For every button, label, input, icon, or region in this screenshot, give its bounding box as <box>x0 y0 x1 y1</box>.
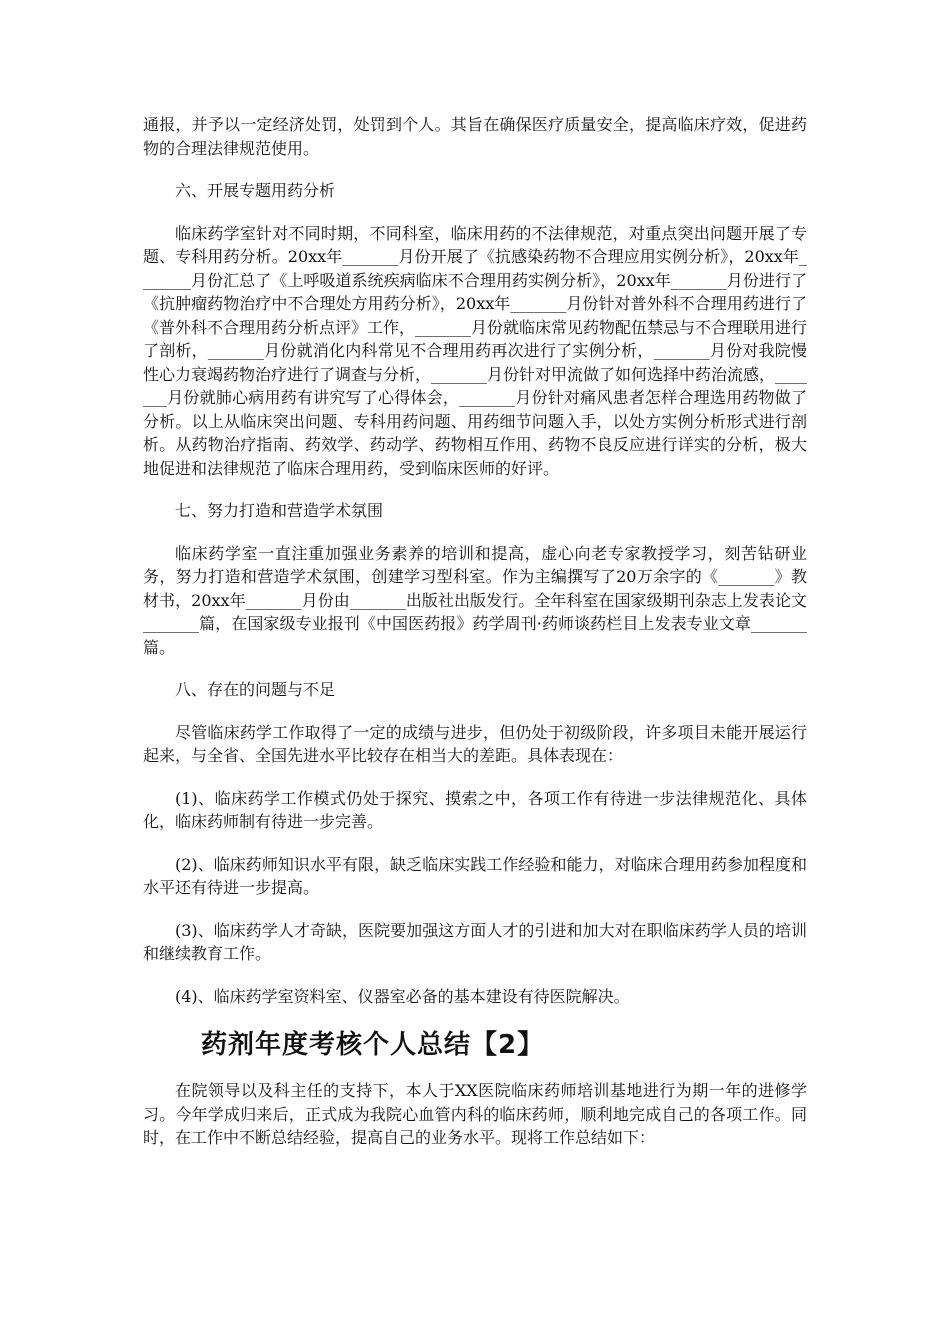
section-8-item-4: (4)、临床药学室资料室、仪器室必备的基本建设有待医院解决。 <box>175 986 630 1006</box>
section-8-intro: 尽管临床药学工作取得了一定的成绩与进步，但仍处于初级阶段，许多项目未能开展运行起来，与全省、全国先进水平比较存在相当大的差距。具体表现在： <box>143 722 807 765</box>
section-8-item-1: (1)、临床药学工作模式仍处于探究、摸索之中，各项工作有待进一步法律规范化、具体化，临床药师制有待进一步完善。 <box>143 788 807 831</box>
document-page <box>143 113 807 1150</box>
section-7-heading: 七、努力打造和营造学术氛围 <box>175 501 384 520</box>
intro-tail-paragraph: 通报，并予以一定经济处罚，处罚到个人。其旨在确保医疗质量安全，提高临床疗效，促进药物的合理法律规范使用。 <box>143 115 807 158</box>
section-6-heading: 六、开展专题用药分析 <box>175 181 336 200</box>
part-2-body: 在院领导以及科主任的支持下，本人于XX医院临床药师培训基地进行为期一年的进修学习。今年学成归来后，正式成为我院心血管内科的临床药师，顺利地完成自己的各项工作。同时，在工作中不断总结经验，提高自己的业务水平。现将工作总结如下： <box>143 1081 807 1147</box>
section-6-body: 临床药学室针对不同时期，不同科室，临床用药的不法律规范，对重点突出问题开展了专题、专科用药分析。20xx年_______月份开展了《抗感染药物不合理应用实例分析》，20xx年_______月份汇总了《上呼吸道系统疾病临床不合理用药实例分析》，20xx年_______月份进行了《抗肿瘤药物治疗中不合理处方用药分析》，20xx年_______月份针对普外科不合理用药进行了《普外科不合理用药分析点评》工作，_______月份就临床常见药物配伍禁忌与不合理联用进行了剖析，_______月份就消化内科常见不合理用药再次进行了实例分析，_______月份对我院慢性心力衰竭药物治疗进行了调查与分析，_______月份针对甲流做了如何选择中药治流感，_______月份就肺心病用药有讲究写了心得体会，_______月份针对痛风患者怎样合理选用药物做了分析。以上从临床突出问题、专科用药问题、用药细节问题入手，以处方实例分析形式进行剖析。从药物治疗指南、药效学、药动学、药物相互作用、药物不良反应进行详实的分析，极大地促进和法律规范了临床合理用药，受到临床医师的好评。 <box>143 223 808 478</box>
part-2-title: 药剂年度考核个人总结【2】 <box>201 1030 545 1060</box>
section-8-heading: 八、存在的问题与不足 <box>175 680 336 699</box>
section-8-item-3: (3)、临床药学人才奇缺，医院要加强这方面人才的引进和加大对在职临床药学人员的培训和继续教育工作。 <box>143 920 807 963</box>
section-7-body: 临床药学室一直注重加强业务素养的培训和提高，虚心向老专家教授学习，刻苦钻研业务，努力打造和营造学术氛围，创建学习型科室。作为主编撰写了20万余字的《_______》教材书，20xx年_______月份由_______出版社出版发行。全年科室在国家级期刊杂志上发表论文_______篇，在国家级专业报刊《中国医药报》药学周刊·药师谈药栏目上发表专业文章_______篇。 <box>143 543 807 657</box>
section-8-item-2: (2)、临床药师知识水平有限，缺乏临床实践工作经验和能力，对临床合理用药参加程度和水平还有待进一步提高。 <box>143 854 807 897</box>
